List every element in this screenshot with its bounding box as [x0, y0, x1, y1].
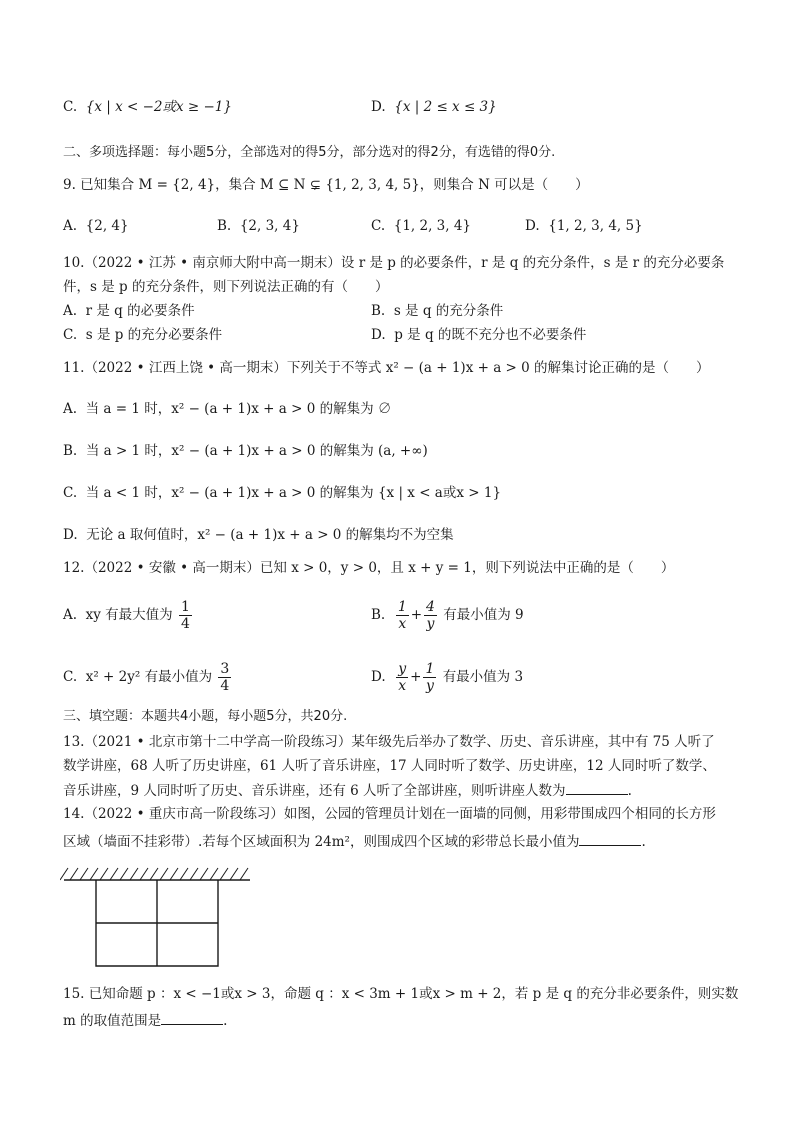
q14-line2: 区域（墙面不挂彩带）.若每个区域面积为 24m²，则围成四个区域的彩带总长最小值为 .: [63, 834, 646, 850]
q12-option-a: A. xy 有最大值为 $\frac{1}{4}$: [63, 599, 190, 632]
q8-option-c-text: {x | x < −2或x ≥ −1}: [85, 99, 232, 115]
q12-stem: 12.（2022 • 安徽 • 高一期末）已知 x > 0，y > 0，且 x + y = 1，则下列说法中正确的是（ ）: [63, 560, 675, 576]
q13-answer-blank[interactable]: [566, 781, 628, 795]
q13-line2: 数学讲座，68 人听了历史讲座，61 人听了音乐讲座，17 人同时听了数学、历史讲座，12 人同时听了数学、: [63, 758, 716, 774]
q9-option-b: B. {2, 3, 4}: [217, 218, 300, 234]
q9-option-d: D. {1, 2, 3, 4, 5}: [525, 218, 643, 234]
q14-answer-blank[interactable]: [579, 832, 641, 846]
q11-option-a: A. 当 a = 1 时，x² − (a + 1)x + a > 0 的解集为 ∅: [63, 401, 392, 417]
section2-heading: 二、多项选择题：每小题5分，全部选对的得5分，部分选对的得2分，有选错的得0分.: [63, 145, 556, 160]
q12-option-a-fraction: $\frac{1}{4}$: [180, 599, 190, 632]
q10-option-a: A. r 是 q 的必要条件: [63, 303, 195, 319]
q8-option-c: C. {x | x < −2或x ≥ −1}: [63, 99, 232, 115]
fence-regions: [96, 880, 218, 966]
q14-fence-figure: [60, 866, 260, 970]
q14-line1: 14.（2022 • 重庆市高一阶段练习）如图，公园的管理员计划在一面墙的同侧，用彩带围成四个相同的长方形: [63, 806, 716, 822]
q12-option-b-fraction1: $\frac{1}{x}$: [397, 599, 407, 632]
q11-option-c: C. 当 a < 1 时，x² − (a + 1)x + a > 0 的解集为 {x | x < a或x > 1}: [63, 485, 502, 501]
q11-stem: 11.（2022 • 江西上饶 • 高一期末）下列关于不等式 x² − (a + 1)x + a > 0 的解集讨论正确的是（ ）: [63, 360, 710, 376]
q10-option-b: B. s 是 q 的充分条件: [371, 303, 504, 319]
q13-line3: 音乐讲座，9 人同时听了历史、音乐讲座，还有 6 人听了全部讲座，则听讲座人数为 .: [63, 783, 632, 799]
q8-option-d-text: {x | 2 ≤ x ≤ 3}: [394, 99, 497, 115]
q11-option-d: D. 无论 a 取何值时，x² − (a + 1)x + a > 0 的解集均不为空集: [63, 527, 454, 543]
q9-option-c: C. {1, 2, 3, 4}: [371, 218, 472, 234]
q12-option-d: D. $\frac{y}{x}$ + $\frac{1}{y}$ 有最小值为 3: [371, 661, 524, 694]
q12-option-c-fraction: $\frac{3}{4}$: [220, 661, 230, 694]
q10-option-c: C. s 是 p 的充分必要条件: [63, 327, 223, 343]
q10-stem-line2: 件，s 是 p 的充分条件，则下列说法正确的有（ ）: [63, 279, 389, 295]
q15-answer-blank[interactable]: [161, 1011, 223, 1025]
q10-stem-line1: 10.（2022 • 江苏 • 南京师大附中高一期末）设 r 是 p 的必要条件，r 是 q 的充分条件，s 是 r 的充分必要条: [63, 255, 725, 271]
q9-option-a: A. {2, 4}: [63, 218, 129, 234]
q12-option-d-fraction1: $\frac{y}{x}$: [398, 661, 407, 694]
wall-hatching: [60, 868, 248, 880]
q10-option-d: D. p 是 q 的既不充分也不必要条件: [371, 327, 587, 343]
q15-line2: m 的取值范围是 .: [63, 1013, 228, 1029]
q9-stem: 9. 已知集合 M = {2, 4}，集合 M ⊆ N ⊊ {1, 2, 3, 4, 5}，则集合 N 可以是（ ）: [63, 177, 589, 193]
q12-option-b: B. $\frac{1}{x}$ + $\frac{4}{y}$ 有最小值为 9: [371, 599, 524, 632]
q15-line1: 15. 已知命题 p ：x < −1或x > 3，命题 q ：x < 3m + 1或x > m + 2，若 p 是 q 的充分非必要条件，则实数: [63, 986, 739, 1002]
q12-option-d-fraction2: $\frac{1}{y}$: [425, 661, 435, 694]
section3-heading: 三、填空题：本题共4小题，每小题5分，共20分.: [63, 709, 348, 724]
q12-option-b-fraction2: $\frac{4}{y}$: [426, 599, 435, 632]
q8-option-d: D. {x | 2 ≤ x ≤ 3}: [371, 99, 497, 115]
q13-line1: 13.（2021 • 北京市第十二中学高一阶段练习）某年级先后举办了数学、历史、音乐讲座，其中有 75 人听了: [63, 734, 715, 750]
q12-option-c: C. x² + 2y² 有最小值为 $\frac{3}{4}$: [63, 661, 230, 694]
q11-option-b: B. 当 a > 1 时，x² − (a + 1)x + a > 0 的解集为 (a, +∞): [63, 443, 428, 459]
